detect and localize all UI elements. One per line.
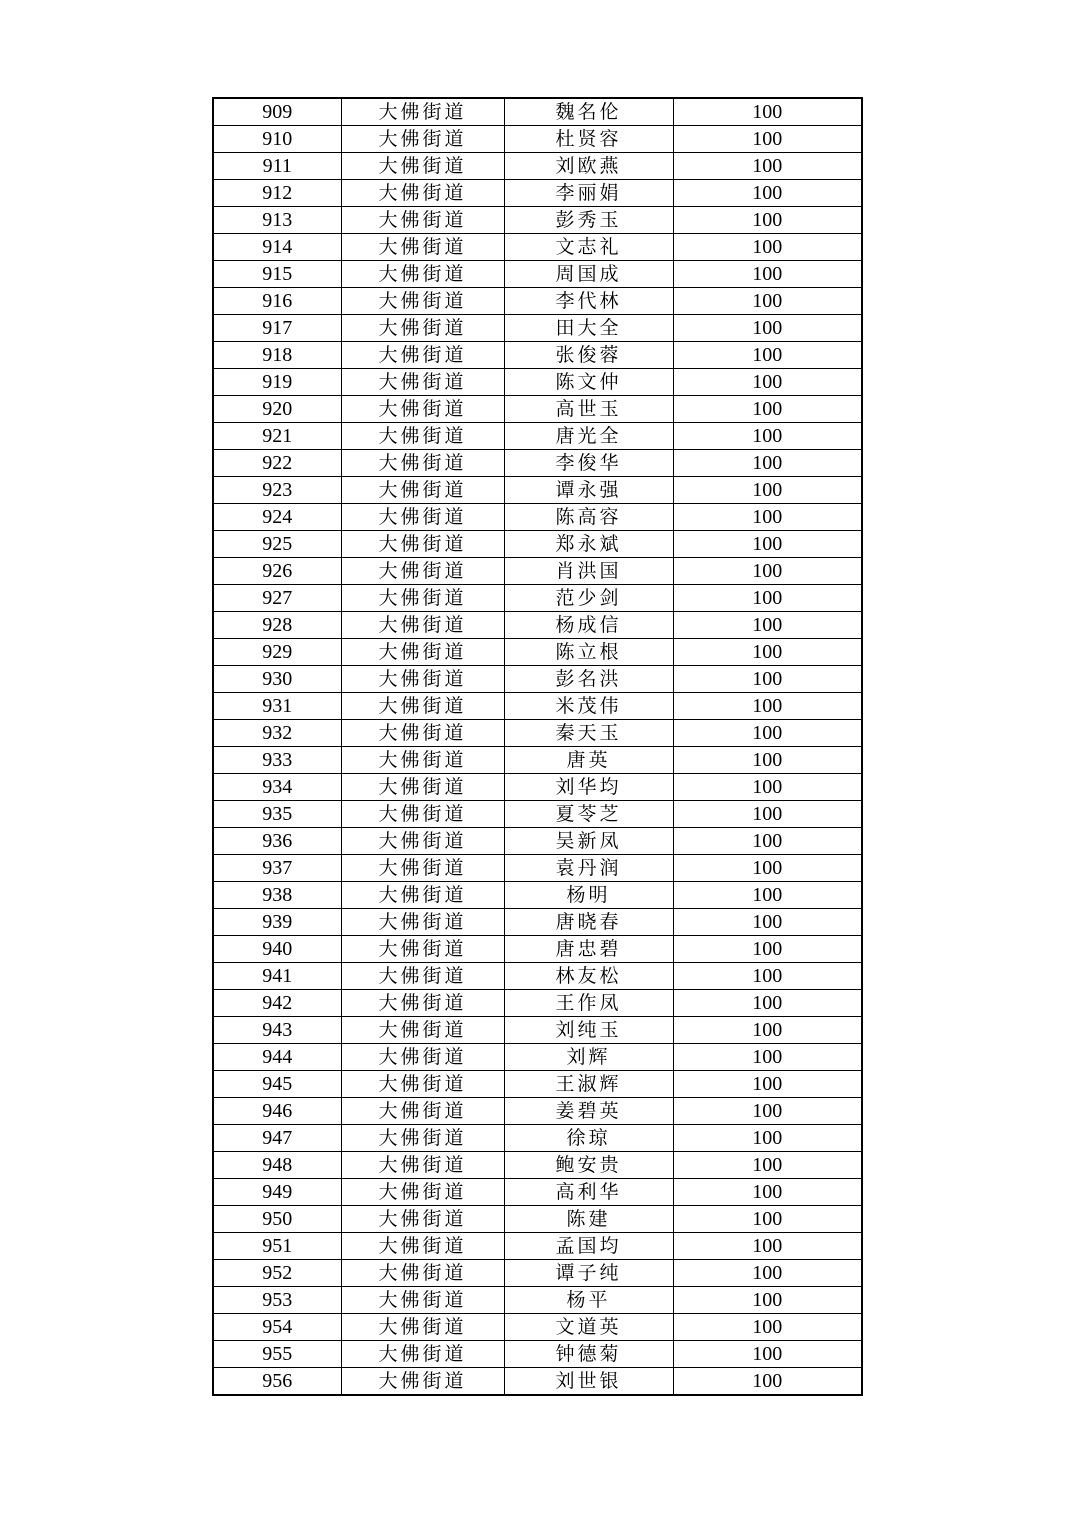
name-cell: 唐晓春 (504, 909, 673, 936)
street-cell: 大佛街道 (341, 288, 504, 315)
row-number-cell: 935 (213, 801, 341, 828)
table-row (213, 720, 862, 747)
roster-table (212, 97, 863, 1396)
table-row (213, 98, 862, 126)
amount-cell: 100 (673, 558, 862, 585)
name-cell: 秦天玉 (504, 720, 673, 747)
name-cell: 袁丹润 (504, 855, 673, 882)
name-cell: 谭子纯 (504, 1260, 673, 1287)
street-cell: 大佛街道 (341, 1179, 504, 1206)
table-row (213, 1314, 862, 1341)
row-number-cell: 939 (213, 909, 341, 936)
street-cell: 大佛街道 (341, 828, 504, 855)
amount-cell: 100 (673, 369, 862, 396)
table-row (213, 1179, 862, 1206)
row-number-cell: 909 (213, 98, 341, 126)
name-cell: 吴新凤 (504, 828, 673, 855)
row-number-cell: 927 (213, 585, 341, 612)
row-number-cell: 916 (213, 288, 341, 315)
row-number-cell: 926 (213, 558, 341, 585)
street-cell: 大佛街道 (341, 612, 504, 639)
amount-cell: 100 (673, 720, 862, 747)
row-number-cell: 932 (213, 720, 341, 747)
street-cell: 大佛街道 (341, 1233, 504, 1260)
street-cell: 大佛街道 (341, 639, 504, 666)
name-cell: 郑永斌 (504, 531, 673, 558)
table-row (213, 585, 862, 612)
name-cell: 徐琼 (504, 1125, 673, 1152)
table-row (213, 396, 862, 423)
street-cell: 大佛街道 (341, 1017, 504, 1044)
table-row (213, 342, 862, 369)
row-number-cell: 952 (213, 1260, 341, 1287)
name-cell: 高利华 (504, 1179, 673, 1206)
name-cell: 杜贤容 (504, 126, 673, 153)
row-number-cell: 954 (213, 1314, 341, 1341)
table-row (213, 774, 862, 801)
row-number-cell: 941 (213, 963, 341, 990)
name-cell: 李丽娟 (504, 180, 673, 207)
row-number-cell: 912 (213, 180, 341, 207)
row-number-cell: 919 (213, 369, 341, 396)
street-cell: 大佛街道 (341, 936, 504, 963)
row-number-cell: 923 (213, 477, 341, 504)
name-cell: 肖洪国 (504, 558, 673, 585)
amount-cell: 100 (673, 288, 862, 315)
table-row (213, 1341, 862, 1368)
street-cell: 大佛街道 (341, 450, 504, 477)
table-row (213, 1206, 862, 1233)
street-cell: 大佛街道 (341, 477, 504, 504)
table-row (213, 1017, 862, 1044)
row-number-cell: 910 (213, 126, 341, 153)
amount-cell: 100 (673, 990, 862, 1017)
street-cell: 大佛街道 (341, 234, 504, 261)
table-row (213, 828, 862, 855)
street-cell: 大佛街道 (341, 909, 504, 936)
street-cell: 大佛街道 (341, 261, 504, 288)
table-row (213, 801, 862, 828)
table-row (213, 1098, 862, 1125)
table-row (213, 558, 862, 585)
street-cell: 大佛街道 (341, 1152, 504, 1179)
table-row (213, 855, 862, 882)
table-row (213, 1233, 862, 1260)
table-row (213, 1260, 862, 1287)
table-row (213, 666, 862, 693)
row-number-cell: 955 (213, 1341, 341, 1368)
street-cell: 大佛街道 (341, 801, 504, 828)
row-number-cell: 953 (213, 1287, 341, 1314)
table-row (213, 747, 862, 774)
amount-cell: 100 (673, 1206, 862, 1233)
street-cell: 大佛街道 (341, 990, 504, 1017)
table-row (213, 963, 862, 990)
amount-cell: 100 (673, 1179, 862, 1206)
street-cell: 大佛街道 (341, 1314, 504, 1341)
row-number-cell: 940 (213, 936, 341, 963)
amount-cell: 100 (673, 450, 862, 477)
name-cell: 唐忠碧 (504, 936, 673, 963)
name-cell: 刘华均 (504, 774, 673, 801)
street-cell: 大佛街道 (341, 855, 504, 882)
name-cell: 高世玉 (504, 396, 673, 423)
name-cell: 魏名伦 (504, 98, 673, 126)
amount-cell: 100 (673, 531, 862, 558)
name-cell: 林友松 (504, 963, 673, 990)
row-number-cell: 956 (213, 1368, 341, 1396)
name-cell: 陈文仲 (504, 369, 673, 396)
amount-cell: 100 (673, 396, 862, 423)
table-row (213, 612, 862, 639)
street-cell: 大佛街道 (341, 1098, 504, 1125)
amount-cell: 100 (673, 1287, 862, 1314)
street-cell: 大佛街道 (341, 153, 504, 180)
row-number-cell: 936 (213, 828, 341, 855)
row-number-cell: 915 (213, 261, 341, 288)
amount-cell: 100 (673, 963, 862, 990)
table-row (213, 1125, 862, 1152)
amount-cell: 100 (673, 180, 862, 207)
street-cell: 大佛街道 (341, 126, 504, 153)
table-row (213, 207, 862, 234)
table-row (213, 315, 862, 342)
street-cell: 大佛街道 (341, 504, 504, 531)
amount-cell: 100 (673, 639, 862, 666)
name-cell: 陈立根 (504, 639, 673, 666)
amount-cell: 100 (673, 666, 862, 693)
amount-cell: 100 (673, 1071, 862, 1098)
street-cell: 大佛街道 (341, 666, 504, 693)
row-number-cell: 929 (213, 639, 341, 666)
row-number-cell: 914 (213, 234, 341, 261)
name-cell: 彭名洪 (504, 666, 673, 693)
name-cell: 钟德菊 (504, 1341, 673, 1368)
amount-cell: 100 (673, 774, 862, 801)
street-cell: 大佛街道 (341, 1071, 504, 1098)
row-number-cell: 930 (213, 666, 341, 693)
table-row (213, 909, 862, 936)
amount-cell: 100 (673, 1233, 862, 1260)
table-row (213, 126, 862, 153)
amount-cell: 100 (673, 315, 862, 342)
table-row (213, 450, 862, 477)
table-row (213, 423, 862, 450)
table-row (213, 261, 862, 288)
name-cell: 文志礼 (504, 234, 673, 261)
street-cell: 大佛街道 (341, 558, 504, 585)
name-cell: 文道英 (504, 1314, 673, 1341)
street-cell: 大佛街道 (341, 1206, 504, 1233)
street-cell: 大佛街道 (341, 963, 504, 990)
amount-cell: 100 (673, 342, 862, 369)
street-cell: 大佛街道 (341, 1260, 504, 1287)
amount-cell: 100 (673, 1098, 862, 1125)
row-number-cell: 948 (213, 1152, 341, 1179)
amount-cell: 100 (673, 126, 862, 153)
street-cell: 大佛街道 (341, 207, 504, 234)
name-cell: 王作凤 (504, 990, 673, 1017)
street-cell: 大佛街道 (341, 585, 504, 612)
name-cell: 唐光全 (504, 423, 673, 450)
table-row (213, 288, 862, 315)
name-cell: 范少剑 (504, 585, 673, 612)
amount-cell: 100 (673, 1368, 862, 1396)
row-number-cell: 951 (213, 1233, 341, 1260)
table-row (213, 1071, 862, 1098)
table-row (213, 693, 862, 720)
name-cell: 陈高容 (504, 504, 673, 531)
street-cell: 大佛街道 (341, 693, 504, 720)
amount-cell: 100 (673, 882, 862, 909)
name-cell: 田大全 (504, 315, 673, 342)
amount-cell: 100 (673, 693, 862, 720)
street-cell: 大佛街道 (341, 342, 504, 369)
row-number-cell: 945 (213, 1071, 341, 1098)
name-cell: 王淑辉 (504, 1071, 673, 1098)
amount-cell: 100 (673, 504, 862, 531)
row-number-cell: 947 (213, 1125, 341, 1152)
name-cell: 唐英 (504, 747, 673, 774)
street-cell: 大佛街道 (341, 180, 504, 207)
name-cell: 刘辉 (504, 1044, 673, 1071)
name-cell: 米茂伟 (504, 693, 673, 720)
amount-cell: 100 (673, 612, 862, 639)
amount-cell: 100 (673, 801, 862, 828)
name-cell: 张俊蓉 (504, 342, 673, 369)
name-cell: 谭永强 (504, 477, 673, 504)
row-number-cell: 925 (213, 531, 341, 558)
row-number-cell: 944 (213, 1044, 341, 1071)
name-cell: 杨成信 (504, 612, 673, 639)
street-cell: 大佛街道 (341, 531, 504, 558)
street-cell: 大佛街道 (341, 1125, 504, 1152)
row-number-cell: 920 (213, 396, 341, 423)
amount-cell: 100 (673, 1260, 862, 1287)
table-row (213, 180, 862, 207)
name-cell: 夏苓芝 (504, 801, 673, 828)
amount-cell: 100 (673, 855, 862, 882)
table-row (213, 1152, 862, 1179)
row-number-cell: 924 (213, 504, 341, 531)
table-row (213, 882, 862, 909)
amount-cell: 100 (673, 153, 862, 180)
street-cell: 大佛街道 (341, 882, 504, 909)
amount-cell: 100 (673, 98, 862, 126)
row-number-cell: 928 (213, 612, 341, 639)
name-cell: 李代林 (504, 288, 673, 315)
row-number-cell: 931 (213, 693, 341, 720)
street-cell: 大佛街道 (341, 423, 504, 450)
amount-cell: 100 (673, 1017, 862, 1044)
table-row (213, 234, 862, 261)
row-number-cell: 918 (213, 342, 341, 369)
amount-cell: 100 (673, 1044, 862, 1071)
table-row (213, 1287, 862, 1314)
amount-cell: 100 (673, 1314, 862, 1341)
street-cell: 大佛街道 (341, 98, 504, 126)
amount-cell: 100 (673, 747, 862, 774)
row-number-cell: 922 (213, 450, 341, 477)
table-row (213, 153, 862, 180)
amount-cell: 100 (673, 207, 862, 234)
street-cell: 大佛街道 (341, 747, 504, 774)
amount-cell: 100 (673, 1341, 862, 1368)
roster-table-body (213, 98, 862, 1395)
name-cell: 刘欧燕 (504, 153, 673, 180)
row-number-cell: 943 (213, 1017, 341, 1044)
amount-cell: 100 (673, 585, 862, 612)
name-cell: 鲍安贵 (504, 1152, 673, 1179)
row-number-cell: 949 (213, 1179, 341, 1206)
table-row (213, 477, 862, 504)
amount-cell: 100 (673, 423, 862, 450)
amount-cell: 100 (673, 1152, 862, 1179)
name-cell: 周国成 (504, 261, 673, 288)
table-row (213, 1368, 862, 1396)
row-number-cell: 911 (213, 153, 341, 180)
amount-cell: 100 (673, 936, 862, 963)
name-cell: 杨明 (504, 882, 673, 909)
row-number-cell: 946 (213, 1098, 341, 1125)
street-cell: 大佛街道 (341, 1368, 504, 1396)
table-row (213, 1044, 862, 1071)
amount-cell: 100 (673, 477, 862, 504)
table-row (213, 504, 862, 531)
name-cell: 杨平 (504, 1287, 673, 1314)
street-cell: 大佛街道 (341, 720, 504, 747)
name-cell: 刘纯玉 (504, 1017, 673, 1044)
street-cell: 大佛街道 (341, 1341, 504, 1368)
row-number-cell: 938 (213, 882, 341, 909)
row-number-cell: 933 (213, 747, 341, 774)
table-row (213, 639, 862, 666)
street-cell: 大佛街道 (341, 1287, 504, 1314)
amount-cell: 100 (673, 909, 862, 936)
table-row (213, 369, 862, 396)
row-number-cell: 937 (213, 855, 341, 882)
row-number-cell: 921 (213, 423, 341, 450)
table-row (213, 936, 862, 963)
table-row (213, 531, 862, 558)
name-cell: 彭秀玉 (504, 207, 673, 234)
name-cell: 刘世银 (504, 1368, 673, 1396)
name-cell: 姜碧英 (504, 1098, 673, 1125)
amount-cell: 100 (673, 1125, 862, 1152)
street-cell: 大佛街道 (341, 369, 504, 396)
street-cell: 大佛街道 (341, 315, 504, 342)
street-cell: 大佛街道 (341, 774, 504, 801)
street-cell: 大佛街道 (341, 396, 504, 423)
row-number-cell: 942 (213, 990, 341, 1017)
row-number-cell: 950 (213, 1206, 341, 1233)
name-cell: 李俊华 (504, 450, 673, 477)
amount-cell: 100 (673, 261, 862, 288)
name-cell: 陈建 (504, 1206, 673, 1233)
row-number-cell: 934 (213, 774, 341, 801)
amount-cell: 100 (673, 828, 862, 855)
row-number-cell: 913 (213, 207, 341, 234)
amount-cell: 100 (673, 234, 862, 261)
name-cell: 孟国均 (504, 1233, 673, 1260)
street-cell: 大佛街道 (341, 1044, 504, 1071)
table-row (213, 990, 862, 1017)
row-number-cell: 917 (213, 315, 341, 342)
